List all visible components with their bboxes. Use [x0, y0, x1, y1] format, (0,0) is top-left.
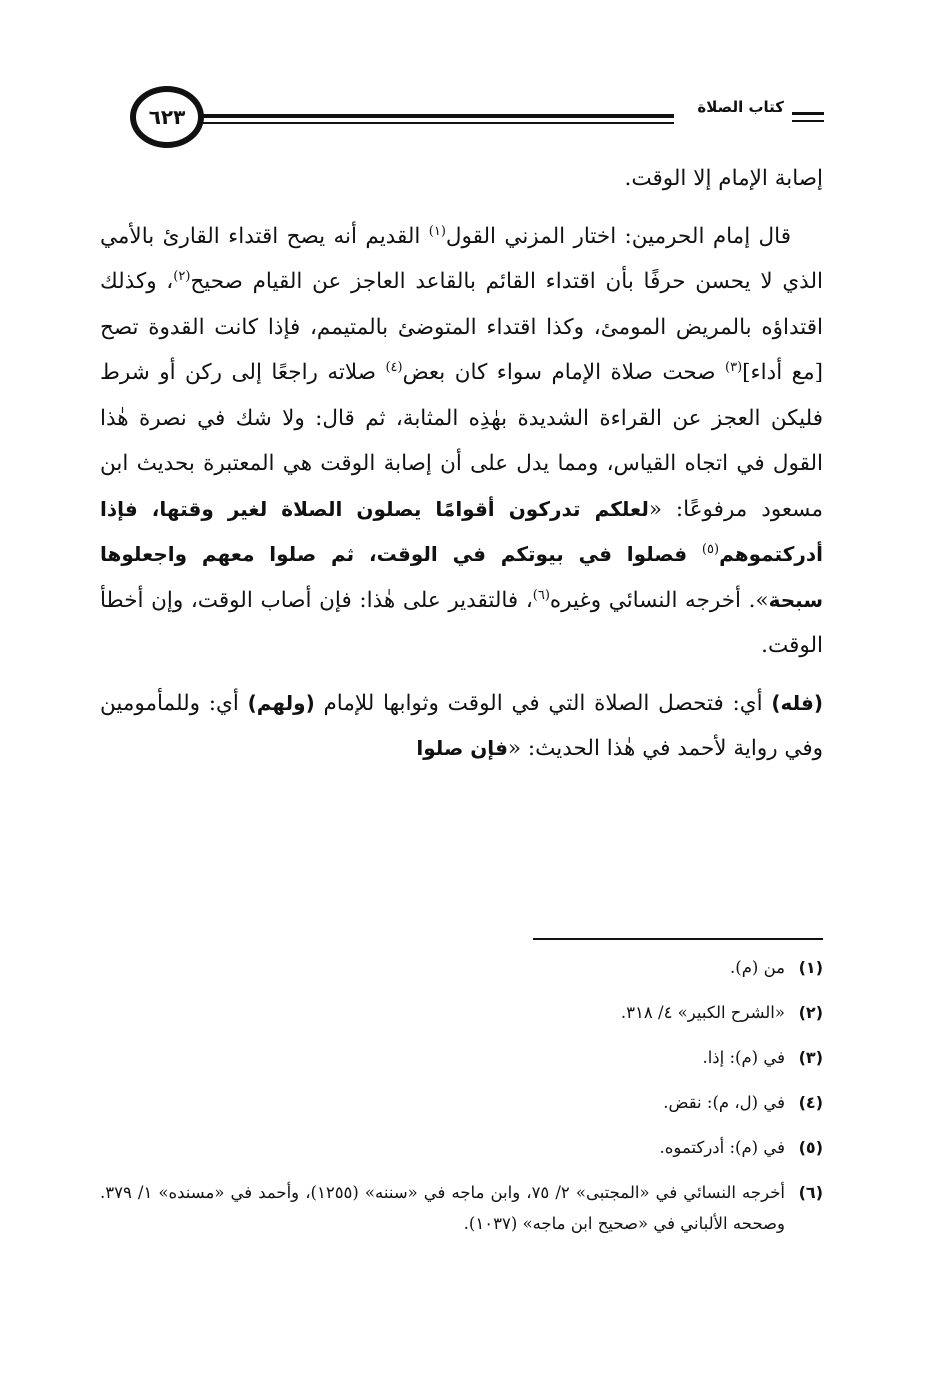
text-segment: أي: وللمأمومين وفي رواية لأحمد في هٰذا الحديث: «	[100, 690, 823, 761]
footnote-item	[100, 1177, 823, 1239]
hadith-text-bold: فصلوا في بيوتكم في الوقت، ثم صلوا معهم واجعلوها سبحة	[100, 542, 823, 612]
paragraph-1	[100, 156, 823, 202]
paragraph-3	[100, 681, 823, 772]
footnote-item	[100, 952, 823, 983]
footnote-number: (٢)	[798, 1003, 823, 1022]
matn-text-bold: (فله)	[771, 690, 823, 715]
footnote-item	[100, 997, 823, 1028]
footnote-item	[100, 1042, 823, 1073]
text-segment: القديم أنه يصح اقتداء القارئ بالأمي الذي لا يحسن حرفًا بأن اقتداء القائم بالقاعد العاجز عن القيام صحيح	[100, 223, 823, 294]
running-title: كتاب الصلاة	[691, 98, 790, 116]
text-segment: أي: فتحصل الصلاة التي في الوقت وثوابها للإمام	[314, 690, 772, 716]
footnote-item	[100, 1087, 823, 1118]
page-number: ٦٢٣	[148, 105, 186, 129]
footnote-separator	[533, 938, 823, 940]
page-header	[100, 86, 824, 156]
footnote-text: «الشرح الكبير» ٤/ ٣١٨.	[620, 1003, 785, 1022]
footnote-ref-2[interactable]: (٢)	[173, 268, 191, 284]
matn-text-bold: (ولهم)	[247, 690, 315, 715]
hadith-text-bold: فإن صلوا	[416, 736, 508, 760]
footnote-item	[100, 1132, 823, 1163]
footnote-ref-4[interactable]: (٤)	[385, 359, 403, 375]
paragraph-1-text: إصابة الإمام إلا الوقت.	[624, 166, 823, 191]
footnote-number: (٦)	[798, 1183, 823, 1202]
footnote-number: (٥)	[798, 1138, 823, 1157]
footnotes	[100, 952, 823, 1253]
footnote-text: في (م): إذا.	[702, 1048, 785, 1067]
footnote-ref-1[interactable]: (١)	[428, 223, 446, 239]
text-segment: ، وكذلك اقتداؤه بالمريض المومئ، وكذا اقتداء المتوضئ بالمتيمم، فإذا كانت القدوة تصح [مع أداء]	[100, 269, 823, 385]
header-short-rule	[792, 112, 824, 115]
hadith-text-bold: لعلكم تدركون أقوامًا يصلون الصلاة لغير وقتها، فإذا أدركتموهم	[100, 496, 823, 566]
text-segment: ». أخرجه النسائي وغيره	[549, 587, 769, 613]
page-number-oval	[130, 86, 204, 148]
main-text	[100, 156, 823, 772]
text-segment: صحت صلاة الإمام سواء كان بعض	[402, 360, 726, 385]
text-segment: قال إمام الحرمين: اختار المزني القول	[445, 223, 791, 249]
text-segment: صلاته راجعًا إلى ركن أو شرط فليكن العجز عن القراءة الشديدة بهٰذِه المثابة، ثم قال: ولا شك في نصرة هٰذا القول في اتجاه القياس، ومما يدل على أن إصابة الوقت هي المعتبرة بحديث ابن مسعود مرفوعًا: «	[100, 360, 823, 522]
footnote-text: من (م).	[730, 958, 785, 977]
footnote-number: (١)	[798, 958, 823, 977]
text-segment: ، فالتقدير على هٰذا: فإن أصاب الوقت، وإن أخطأ الوقت.	[100, 587, 823, 658]
footnote-ref-3[interactable]: (٣)	[725, 359, 743, 375]
footnote-number: (٣)	[798, 1048, 823, 1067]
footnote-ref-5[interactable]: (٥)	[701, 541, 720, 557]
footnote-text: أخرجه النسائي في «المجتبى» ٢/ ٧٥، وابن ماجه في «سننه» (١٢٥٥)، وأحمد في «مسنده» ١/ ٣٧٩. وصححه الألباني في «صحيح ابن ماجه» (١٠٣٧).	[100, 1183, 785, 1233]
header-short-rule-thin	[792, 120, 824, 122]
footnote-text: في (ل، م): نقض.	[663, 1093, 785, 1112]
footnote-ref-6[interactable]: (٦)	[532, 587, 550, 603]
paragraph-2	[100, 214, 823, 669]
footnote-text: في (م): أدركتموه.	[659, 1138, 785, 1157]
footnote-number: (٤)	[798, 1093, 823, 1112]
